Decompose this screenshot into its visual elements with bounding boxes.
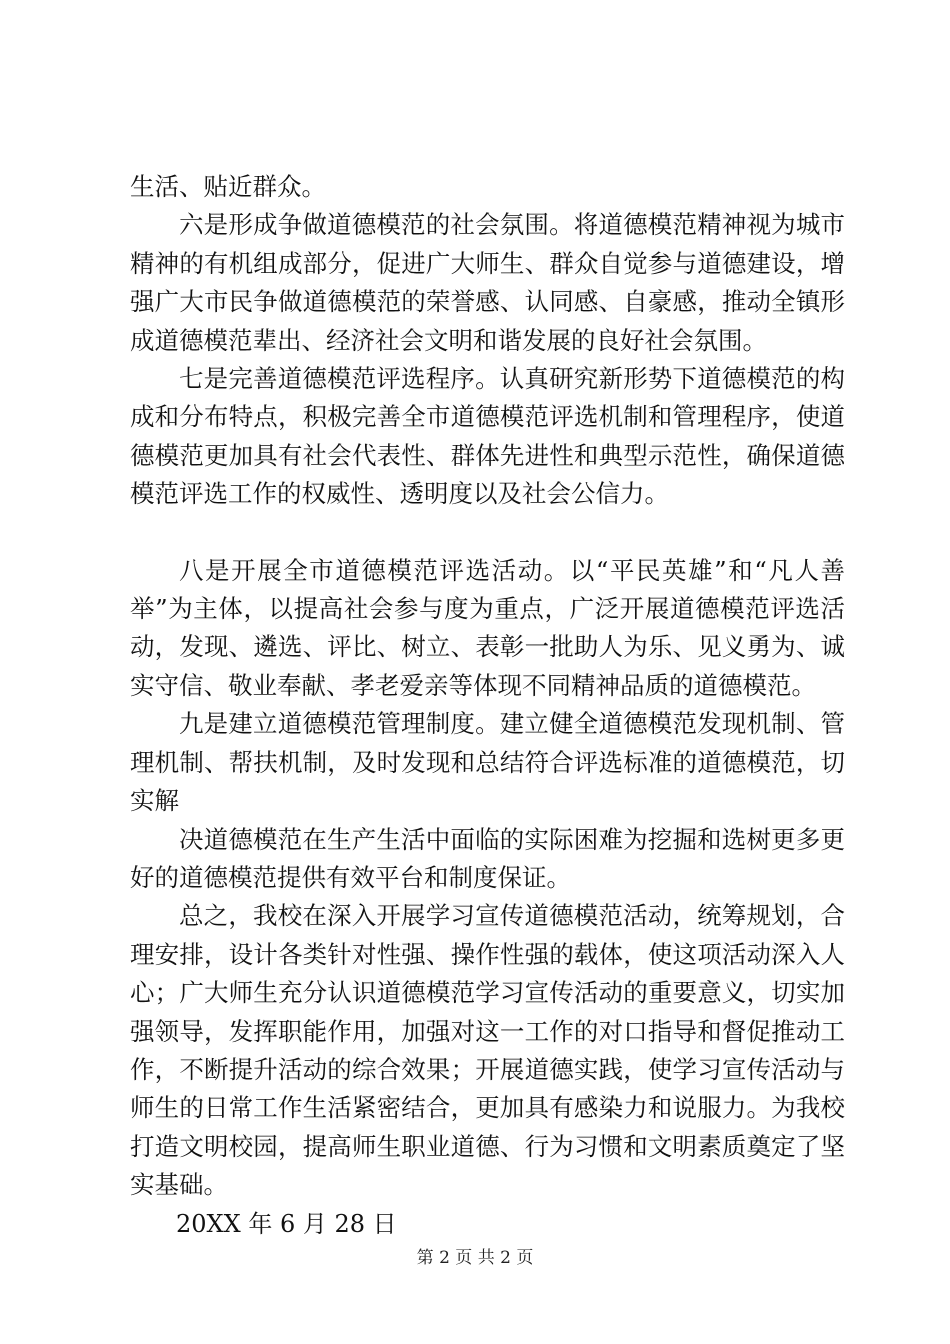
paragraph-eight: 八是开展全市道德模范评选活动。以“平民英雄”和“凡人善举”为主体，以提高社会参与度为重点，广泛开展道德模范评选活动，发现、遴选、评比、树立、表彰一批助人为乐、见义勇为、诚实守信、敬业奉献、孝老爱亲等体现不同精神品质的道德模范。 [130,555,845,700]
paragraph-continuation: 生活、贴近群众。 [130,172,326,201]
page-footer: 第 2 页 共 2 页 [416,1248,534,1268]
paragraph-seven: 七是完善道德模范评选程序。认真研究新形势下道德模范的构成和分布特点，积极完善全市道德模范评选机制和管理程序，使道德模范更加具有社会代表性、群体先进性和典型示范性，确保道德模范评选工作的权威性、透明度以及社会公信力。 [130,364,845,509]
paragraph-nine: 九是建立道德模范管理制度。建立健全道德模范发现机制、管理机制、帮扶机制，及时发现和总结符合评选标准的道德模范，切实解 [130,709,845,816]
document-date: 20XX 年 6 月 28 日 [176,1209,397,1238]
document-body [130,168,845,1243]
paragraph-summary: 总之，我校在深入开展学习宣传道德模范活动，统筹规划，合理安排，设计各类针对性强、操作性强的载体，使这项活动深入人心；广大师生充分认识道德模范学习宣传活动的重要意义，切实加强领导，发挥职能作用，加强对这一工作的对口指导和督促推动工作，不断提升活动的综合效果；开展道德实践，使学习宣传活动与师生的日常工作生活紧密结合，更加具有感染力和说服力。为我校打造文明校园，提高师生职业道德、行为习惯和文明素质奠定了坚实基础。 [130,901,845,1200]
paragraph-six: 六是形成争做道德模范的社会氛围。将道德模范精神视为城市精神的有机组成部分，促进广大师生、群众自觉参与道德建设，增强广大市民争做道德模范的荣誉感、认同感、自豪感，推动全镇形成道德模范辈出、经济社会文明和谐发展的良好社会氛围。 [130,210,845,355]
paragraph-spacer [130,514,845,552]
paragraph-nine-continued: 决道德模范在生产生活中面临的实际困难为挖掘和选树更多更好的道德模范提供有效平台和制度保证。 [130,824,845,892]
